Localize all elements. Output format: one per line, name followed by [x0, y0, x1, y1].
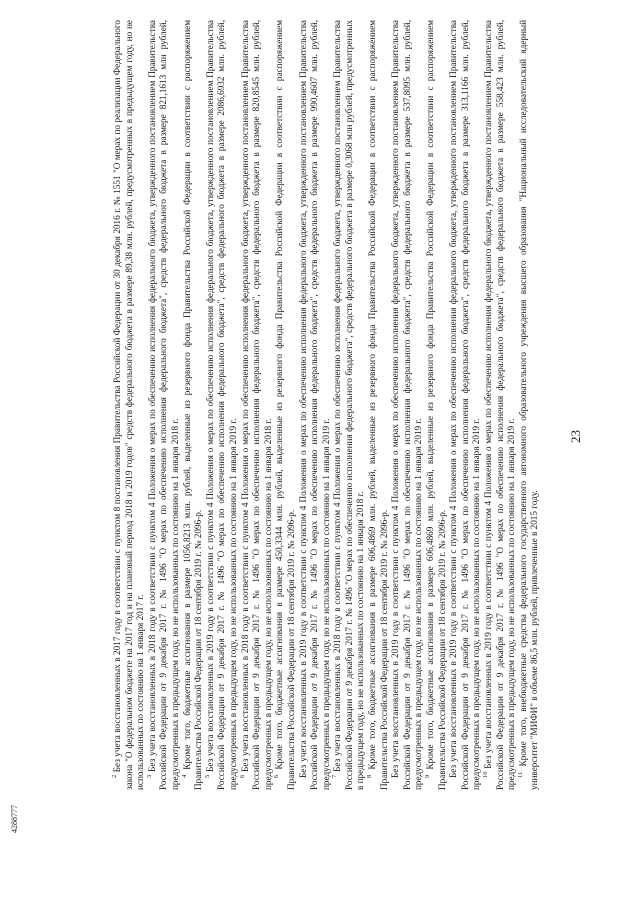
footnote-mark: 10 [481, 771, 489, 778]
footnote [240, 20, 275, 790]
footnote-text: Без учета восстановленных в 2018 году в соответствии с пунктом 4 Положения о мерах по обеспечению исполнения федерального бюджета, утвержденного постановлением Правительства Российской Федерации от 9 декабря 2017 г. № 1496 "О мерах по обеспечению исполнения федерального бюджета", средств федерального бюджета в размере 821,1613 млн рублей, предусмотренных в предыдущем году, но не использованных по состоянию на 1 января 2018 г. [146, 19, 180, 790]
footnote-mark: 2 [110, 774, 118, 778]
footnote-text: Кроме того, бюджетные ассигнования в размере 1056,8213 млн. рублей, выделенные из резервного фонда Правительства Российской Федерации в соответствии с распоряжением Правительства Российской Федерации от 18 сентября 2019 г. № 2096-р. [181, 19, 204, 790]
rotated-content [90, 19, 540, 790]
footnote [332, 20, 367, 790]
footnote [205, 20, 240, 790]
footnote-mark: 11 [516, 771, 524, 778]
footnote [147, 20, 182, 790]
footnote-text: Без учета восстановленных в 2018 году в соответствии с пунктом 4 Положения о мерах по обеспечению исполнения федерального бюджета, утвержденного постановлением Правительства Российской Федерации от 9 декабря 2017 г. № 1496 "О мерах по обеспечению исполнения федерального бюджета", средств федерального бюджета в размере 0,3068 млн рублей, предусмотренных в предыдущем году, но не использованных по состоянию на 1 января 2018 г. [332, 19, 366, 790]
footnote-mark: 3 [145, 774, 153, 778]
footnote-text: Без учета восстановленных в 2017 году в соответствии с пунктом 8 постановления Правительства Российской Федерации от 30 декабря 2016 г. № 1551 "О мерах по реализации Федерального закона "О федеральном бюджете на 2017 год и на плановый период 2018 и 2019 годов" средств федерального бюджета в размере 89,38 млн. рублей, предусмотренных в предыдущем году, но не использованных по состоянию на 1 января 2017 г. [112, 19, 146, 790]
footnote [518, 20, 541, 790]
footnote-mark: 6 [238, 774, 246, 778]
footnote-text: Без учета восстановленных в 2018 году в соответствии с пунктом 4 Положения о мерах по обеспечению исполнения федерального бюджета, утвержденного постановлением Правительства Российской Федерации от 9 декабря 2017 г. № 1496 "О мерах по обеспечению исполнения федерального бюджета", средств федерального бюджета в размере 820,8545 млн. рублей, предусмотренных в предыдущем году, но не использованных по состоянию на 1 января 2018 г. [239, 19, 273, 790]
footnote [483, 20, 518, 790]
footnote-text: Без учета восстановленных в 2019 году в соответствии с пунктом 4 Положения о мерах по обеспечению исполнения федерального бюджета, утвержденного постановлением Правительства Российской Федерации от 9 декабря 2017 г. № 1496 "О мерах по обеспечению исполнения федерального бюджета", средств федерального бюджета в размере 558,423 млн. рублей, предусмотренных в предыдущем году, но не использованных по состоянию на 1 января 2019 г. [483, 19, 517, 790]
footnote-text: Без учета восстановленных в 2019 году в соответствии с пунктом 4 Положения о мерах по обеспечению исполнения федерального бюджета, утвержденного постановлением Правительства Российской Федерации от 9 декабря 2017 г. № 1496 "О мерах по обеспечению исполнения федерального бюджета", средств федерального бюджета в размере 537,8095 млн. рублей, предусмотренных в предыдущем году, но не использованных по состоянию на 1 января 2019 г. [390, 20, 424, 790]
footnote [182, 20, 205, 790]
footnote [274, 20, 297, 790]
footnote-text: Без учета восстановленных в 2019 году в соответствии с пунктом 4 Положения о мерах по обеспечению исполнения федерального бюджета, утвержденного постановлением Правительства Российской Федерации от 9 декабря 2017 г. № 1496 "О мерах по обеспечению исполнения федерального бюджета", средств федерального бюджета в размере 990,4607 млн. рублей, предусмотренных в предыдущем году, но не использованных по состоянию на 1 января 2019 г. [297, 20, 331, 790]
document-id: 4288777 [10, 805, 19, 833]
footnote [112, 20, 147, 790]
footnote-text: Кроме того, бюджетные ассигнования в размере 606,4869 млн. рублей, выделенные из резервного фонда Правительства Российской Федерации в соответствии с распоряжением Правительства Российской Федерации от 18 сентября 2019 г. № 2096-р. [425, 20, 447, 790]
footnote-mark: 9 [423, 774, 431, 778]
footnote-mark: 8 [366, 774, 373, 778]
footnote-mark: 5 [203, 774, 211, 778]
page-number: 23 [568, 430, 583, 443]
footnote-mark: 7 [331, 774, 339, 778]
footnote-mark: 4 [180, 774, 188, 778]
footnote [448, 20, 483, 790]
footnote-text: Кроме того, бюджетные ассигнования в размере 606,4869 млн. рублей, выделенные из резервного фонда Правительства Российской Федерации в соответствии с распоряжением Правительства Российской Федерации от 18 сентября 2019 г. № 2096-р. [367, 20, 389, 790]
footnotes-block [112, 20, 541, 790]
footnote-text: Без учета восстановленных в 2019 году в соответствии с пунктом 4 Положения о мерах по обеспечению исполнения федерального бюджета, утвержденного постановлением Правительства Российской Федерации от 9 декабря 2017 г. № 1496 "О мерах по обеспечению исполнения федерального бюджета", средств федерального бюджета в размере 2086,6932 млн. рублей, предусмотренных в предыдущем году, но не использованных по состоянию на 1 января 2019 г. [204, 19, 238, 790]
footnote-text: Кроме того, бюджетные ассигнования в размере 450,3344 млн. рублей, выделенные из резервного фонда Правительства Российской Федерации в соответствии с распоряжением Правительства Российской Федерации от 18 сентября 2019 г. № 2096-р. [274, 20, 296, 790]
footnote [425, 20, 448, 790]
rotated-inner [90, 19, 540, 790]
footnote [367, 20, 390, 790]
footnote [298, 20, 333, 790]
footnote [390, 20, 425, 790]
footnote-mark: 6 [273, 774, 281, 778]
footnote-text: Кроме того, внебюджетные средства федерального государственного автономного образовательного учреждения высшего образования "Национальный исследовательский ядерный университет "МИФИ" в объеме 86,5 млн. рублей, привлеченные в 2015 году. [517, 19, 540, 790]
footnote-text: Без учета восстановленных в 2019 году в соответствии с пунктом 4 Положения о мерах по обеспечению исполнения федерального бюджета, утвержденного постановлением Правительства Российской Федерации от 9 декабря 2017 г. № 1496 "О мерах по обеспечению исполнения федерального бюджета", средств федерального бюджета в размере 313,1166 млн. рублей, предусмотренных в предыдущем году, но не использованных по состоянию на 1 января 2019 г. [448, 20, 482, 790]
